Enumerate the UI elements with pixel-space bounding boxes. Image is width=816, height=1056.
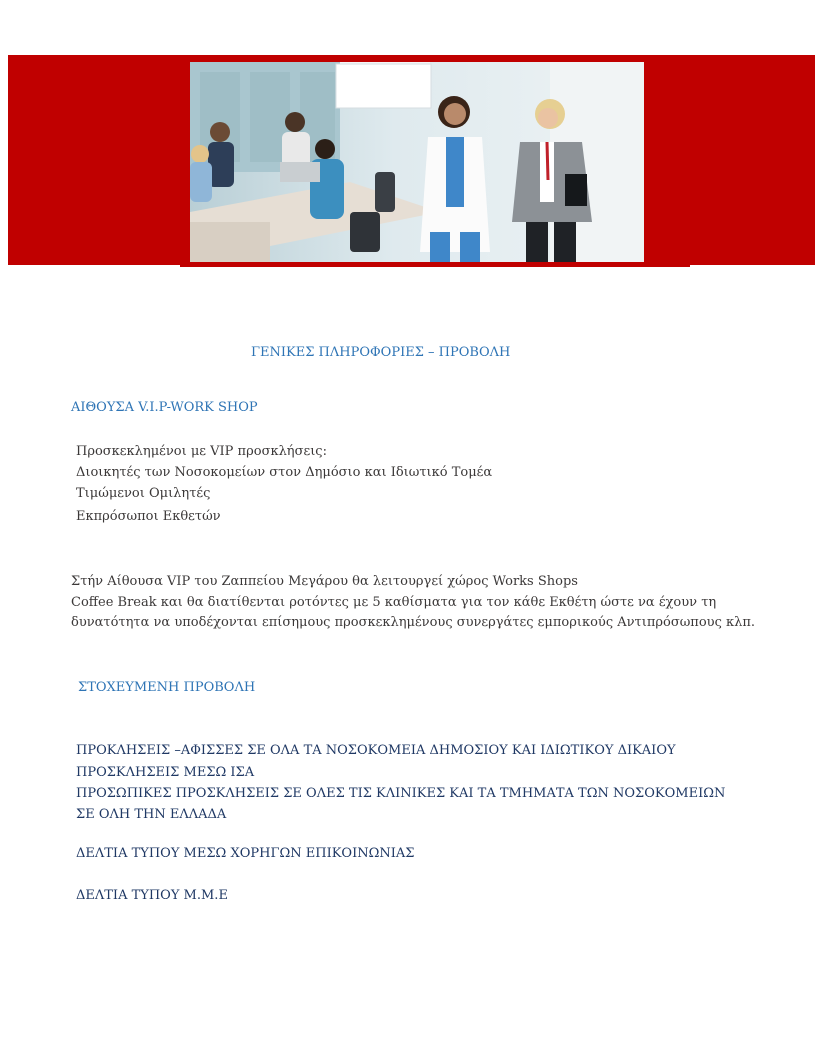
promotion-line: ΔΕΛΤΙΑ ΤΥΠΟΥ ΜΕΣΩ ΧΟΡΗΓΩΝ ΕΠΙΚΟΙΝΩΝΙΑΣ [76, 846, 415, 861]
invitee-line: Τιμώμενοι Ομιλητές [76, 486, 211, 501]
promotion-line: ΔΕΛΤΙΑ ΤΥΠΟΥ Μ.Μ.Ε [76, 888, 228, 903]
description-line: Coffee Break και θα διατίθενται ροτόντες με 5 καθίσματα για τον κάθε Εκθέτη ώστε να έχουν τη [71, 595, 717, 610]
vip-section-title: ΑΙΘΟΥΣΑ V.I.P-WORK SHOP [71, 400, 258, 415]
invitee-line: Διοικητές των Νοσοκομείων στον Δημόσιο και Ιδιωτικό Τομέα [76, 465, 493, 480]
invitee-line: Προσκεκλημένοι με VIP προσκλήσεις: [76, 444, 327, 459]
page-heading: ΓΕΝΙΚΕΣ ΠΛΗΡΟΦΟΡΙΕΣ – ΠΡΟΒΟΛΗ [251, 345, 511, 360]
promotion-title: ΣΤΟΧΕΥΜΕΝΗ ΠΡΟΒΟΛΗ [78, 680, 256, 695]
invitee-line: Εκπρόσωποι Εκθετών [76, 509, 221, 524]
description-line: Στήν Αίθουσα VIP του Ζαππείου Μεγάρου θα λειτουργεί χώρος Works Shops [71, 574, 578, 589]
description-line: δυνατότητα να υποδέχονται επίσημους προσκεκλημένους συνεργάτες εμπορικούς Αντιπρόσωπους κλπ. [71, 615, 756, 630]
promotion-line: ΠΡΟΣΩΠΙΚΕΣ ΠΡΟΣΚΛΗΣΕΙΣ ΣΕ ΟΛΕΣ ΤΙΣ ΚΛΙΝΙΚΕΣ ΚΑΙ ΤΑ ΤΜΗΜΑΤΑ ΤΩΝ ΝΟΣΟΚΟΜΕΙΩΝ [76, 786, 726, 801]
promotion-line: ΣΕ ΟΛΗ ΤΗΝ ΕΛΛΑΔΑ [76, 807, 227, 822]
banner-underline [180, 265, 690, 267]
hospital-meeting-photo [190, 62, 644, 262]
promotion-line: ΠΡΟΚΛΗΣΕΙΣ –ΑΦΙΣΣΕΣ ΣΕ ΟΛΑ ΤΑ ΝΟΣΟΚΟΜΕΙΑ ΔΗΜΟΣΙΟΥ ΚΑΙ ΙΔΙΩΤΙΚΟΥ ΔΙΚΑΙΟΥ [76, 743, 676, 758]
promotion-line: ΠΡΟΣΚΛΗΣΕΙΣ ΜΕΣΩ ΙΣΑ [76, 765, 255, 780]
